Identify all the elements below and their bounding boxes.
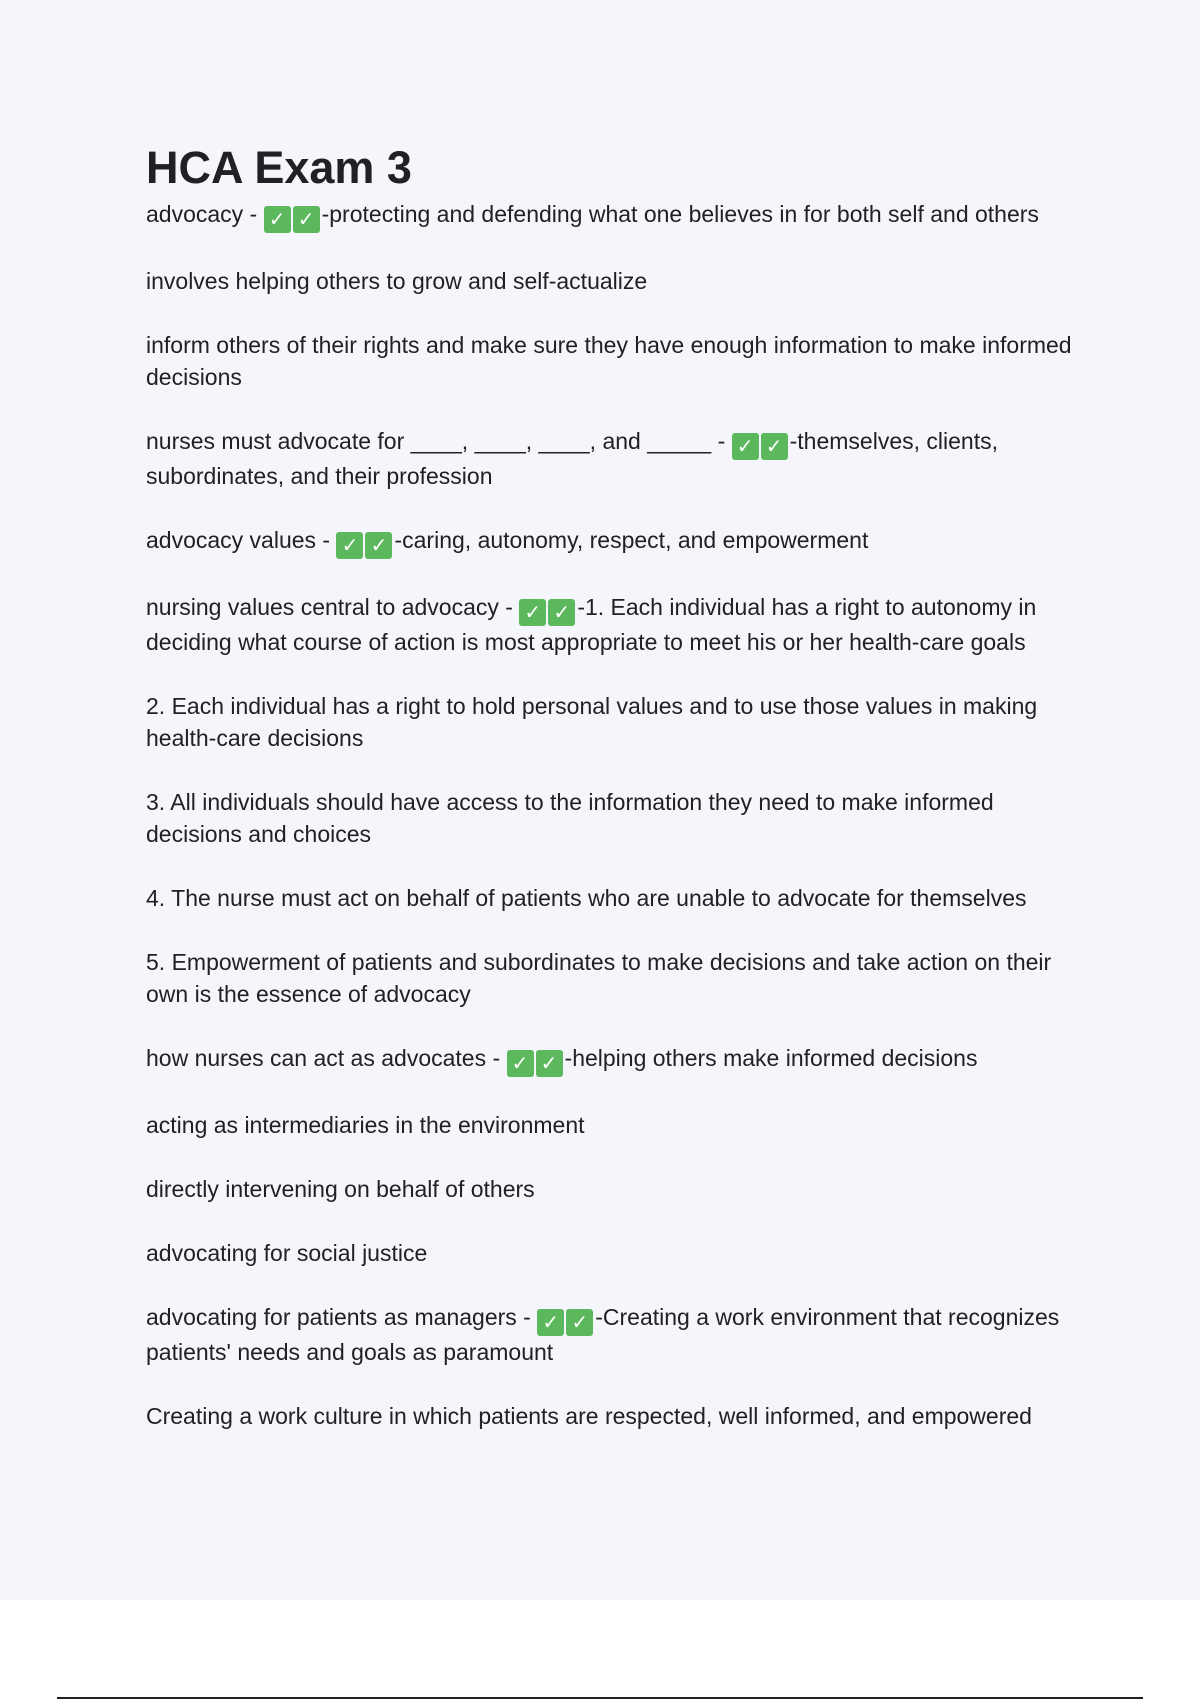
term-text: inform others of their rights and make sure they have enough information to make informed decisions: [146, 332, 1072, 390]
definition-text: -Creating a work environment that recognizes patients' needs and goals as paramount: [146, 1304, 1060, 1365]
flashcard-paragraph: [146, 1173, 1076, 1205]
term-text: advocacy -: [146, 201, 264, 227]
check-mark-icon: ✓: [293, 206, 320, 233]
page-title: HCA Exam 3: [146, 142, 412, 193]
footer-divider: [57, 1697, 1143, 1699]
term-text: acting as intermediaries in the environment: [146, 1112, 585, 1138]
check-mark-icon: ✓: [732, 433, 759, 460]
document-content: [146, 140, 1076, 1464]
definition-text: -themselves, clients, subordinates, and their profession: [146, 428, 998, 489]
flashcard-paragraph: [146, 1109, 1076, 1141]
definition-text: -caring, autonomy, respect, and empowerment: [394, 527, 869, 553]
definition-text: -1. Each individual has a right to autonomy in deciding what course of action is most appropriate to meet his or her health-care goals: [146, 594, 1037, 655]
flashcard-paragraph: [146, 329, 1076, 393]
check-mark-icon: ✓: [264, 206, 291, 233]
flashcard-paragraph: [146, 1301, 1076, 1368]
check-mark-icon: ✓: [566, 1309, 593, 1336]
term-text: advocating for patients as managers -: [146, 1304, 538, 1330]
term-text: nurses must advocate for ____, ____, ____, and _____ -: [146, 428, 732, 454]
check-mark-icon: ✓: [336, 532, 363, 559]
flashcard-paragraph: [146, 265, 1076, 297]
flashcard-list: [146, 198, 1076, 1432]
definition-text: -protecting and defending what one believes in for both self and others: [321, 201, 1039, 227]
check-mark-icon: ✓: [536, 1050, 563, 1077]
term-text: 4. The nurse must act on behalf of patients who are unable to advocate for themselves: [146, 885, 1027, 911]
flashcard-paragraph: [146, 198, 1076, 233]
term-text: 5. Empowerment of patients and subordinates to make decisions and take action on their own is the essence of advocacy: [146, 949, 1052, 1007]
flashcard-paragraph: [146, 690, 1076, 754]
check-mark-icon: ✓: [537, 1309, 564, 1336]
flashcard-paragraph: [146, 882, 1076, 914]
term-text: how nurses can act as advocates -: [146, 1045, 507, 1071]
term-text: advocacy values -: [146, 527, 337, 553]
term-text: Creating a work culture in which patients are respected, well informed, and empowered: [146, 1403, 1032, 1429]
check-mark-icon: ✓: [519, 599, 546, 626]
term-text: involves helping others to grow and self-actualize: [146, 268, 648, 294]
flashcard-paragraph: [146, 1042, 1076, 1077]
check-mark-icon: ✓: [507, 1050, 534, 1077]
flashcard-paragraph: [146, 786, 1076, 850]
check-mark-icon: ✓: [761, 433, 788, 460]
definition-text: -helping others make informed decisions: [564, 1045, 978, 1071]
term-text: advocating for social justice: [146, 1240, 428, 1266]
flashcard-paragraph: [146, 524, 1076, 559]
check-mark-icon: ✓: [365, 532, 392, 559]
flashcard-paragraph: [146, 591, 1076, 658]
term-text: 3. All individuals should have access to the information they need to make informed decisions and choices: [146, 789, 994, 847]
check-mark-icon: ✓: [548, 599, 575, 626]
flashcard-paragraph: [146, 1237, 1076, 1269]
flashcard-paragraph: [146, 425, 1076, 492]
flashcard-paragraph: [146, 1400, 1076, 1432]
term-text: directly intervening on behalf of others: [146, 1176, 535, 1202]
term-text: nursing values central to advocacy -: [146, 594, 520, 620]
flashcard-paragraph: [146, 946, 1076, 1010]
term-text: 2. Each individual has a right to hold personal values and to use those values in making health-care decisions: [146, 693, 1038, 751]
